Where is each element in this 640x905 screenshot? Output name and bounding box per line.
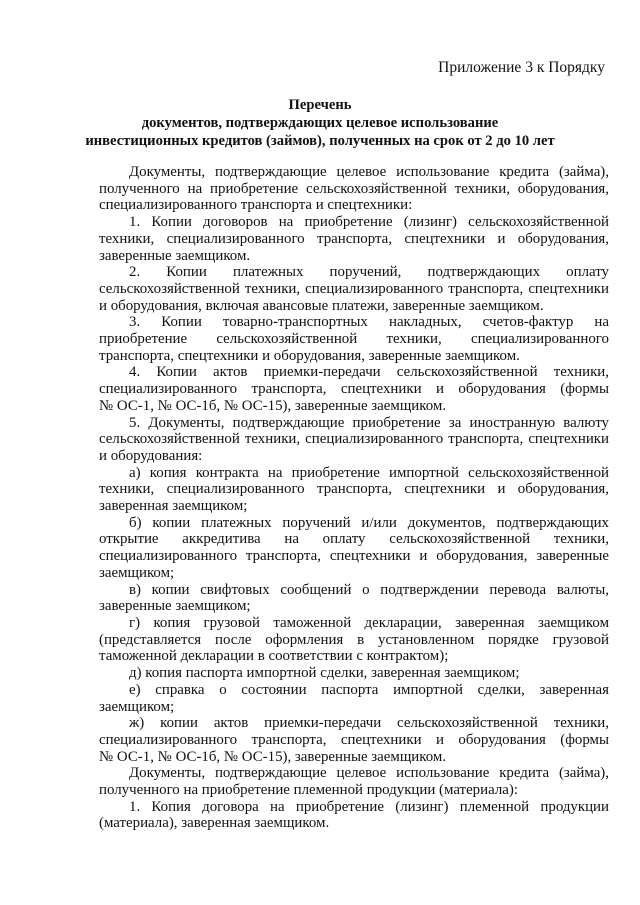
paragraph-line: сельскохозяйственной техники, специализированного транспорта, спецтехники [99, 431, 609, 448]
paragraph-line: сельскохозяйственной техники, специализированного транспорта, спецтехники [99, 280, 609, 297]
paragraph-10 [99, 615, 609, 665]
paragraph-line: 4. Копии актов приемки-передачи сельскохозяйственной техники, [129, 364, 609, 381]
paragraph-line: г) копия грузовой таможенной декларации, заверенная заемщиком [129, 614, 609, 631]
paragraph-line: полученного на приобретение сельскохозяйственной техники, оборудования, [99, 180, 609, 197]
paragraph-line: заверенные заемщиком. [99, 247, 251, 264]
paragraph-line: специализированного транспорта и спецтехники: [99, 197, 413, 214]
paragraph-4 [99, 314, 609, 364]
paragraph-line: № ОС-1, № ОС-1б, № ОС-15), заверенные заемщиком. [99, 748, 447, 765]
paragraph-line: специализированного транспорта, спецтехники и оборудования (формы [99, 381, 609, 398]
paragraph-14 [99, 765, 609, 798]
paragraph-line: Документы, подтверждающие целевое использование кредита (займа), [129, 164, 609, 180]
paragraph-line: специализированного транспорта, спецтехники и оборудования, заверенные [99, 548, 609, 565]
paragraph-line: 2. Копии платежных поручений, подтверждающих оплату [129, 264, 609, 281]
title-line-1: Перечень [288, 97, 352, 113]
document-body [99, 164, 609, 832]
paragraph-line: д) копия паспорта импортной сделки, заверенная заемщиком; [129, 665, 520, 682]
title-line-3: инвестиционных кредитов (займов), полученных на срок от 2 до 10 лет [85, 133, 555, 149]
paragraph-line: заверенная заемщиком; [99, 498, 248, 515]
document-title [40, 96, 600, 150]
paragraph-line: 3. Копии товарно-транспортных накладных, счетов-фактур на [129, 314, 609, 331]
paragraph-line: специализированного транспорта, спецтехники и оборудования (формы [99, 731, 609, 748]
annex-label: Приложение 3 к Порядку [438, 59, 605, 76]
paragraph-9 [99, 582, 609, 615]
paragraph-line: е) справка о состоянии паспорта импортной сделки, заверенная [129, 681, 609, 698]
paragraph-line: полученного на приобретение племенной продукции (материала): [99, 782, 518, 799]
paragraph-line: техники, специализированного транспорта, спецтехники и оборудования, [99, 230, 609, 247]
paragraph-line: открытие аккредитива на оплату сельскохозяйственной техники, [99, 531, 609, 548]
paragraph-line: и оборудования: [99, 447, 203, 464]
paragraph-5 [99, 364, 609, 414]
paragraph-line: ж) копии актов приемки-передачи сельскохозяйственной техники, [129, 715, 609, 732]
paragraph-line: заверенные заемщиком; [99, 598, 251, 615]
paragraph-line: 1. Копии договоров на приобретение (лизинг) сельскохозяйственной [129, 214, 609, 231]
paragraph-7 [99, 465, 609, 515]
paragraph-line: таможенной декларации в соответствии с контрактом); [99, 648, 449, 665]
paragraph-8 [99, 515, 609, 582]
paragraph-line: 1. Копия договора на приобретение (лизинг) племенной продукции [129, 798, 609, 815]
paragraph-line: (представляется после оформления в установленном порядке грузовой [99, 631, 609, 648]
paragraph-line: заемщиком; [99, 564, 175, 581]
paragraph-2 [99, 214, 609, 264]
title-line-2: документов, подтверждающих целевое использование [141, 115, 499, 131]
paragraph-1 [99, 164, 609, 214]
paragraph-line: в) копии свифтовых сообщений о подтверждении перевода валюты, [129, 581, 609, 598]
paragraph-line: б) копии платежных поручений и/или документов, подтверждающих [129, 514, 609, 531]
paragraph-15 [99, 799, 609, 832]
paragraph-13 [99, 715, 609, 765]
paragraph-6 [99, 415, 609, 465]
paragraph-11 [99, 665, 609, 682]
paragraph-line: Документы, подтверждающие целевое использование кредита (займа), [129, 765, 609, 782]
paragraph-line: и оборудования, включая авансовые платежи, заверенные заемщиком. [99, 297, 544, 314]
paragraph-line: техники, специализированного транспорта, спецтехники и оборудования, [99, 481, 609, 498]
paragraph-line: транспорта, спецтехники и оборудования, заверенные заемщиком. [99, 347, 520, 364]
paragraph-line: 5. Документы, подтверждающие приобретение за иностранную валюту [129, 414, 609, 431]
paragraph-line: заемщиком; [99, 698, 175, 715]
paragraph-line: а) копия контракта на приобретение импортной сельскохозяйственной [129, 464, 609, 481]
paragraph-line: приобретение сельскохозяйственной техники, специализированного [99, 331, 609, 348]
paragraph-12 [99, 682, 609, 715]
paragraph-line: № ОС-1, № ОС-1б, № ОС-15), заверенные заемщиком. [99, 397, 447, 414]
paragraph-line: (материала), заверенная заемщиком. [99, 815, 330, 832]
paragraph-3 [99, 264, 609, 314]
